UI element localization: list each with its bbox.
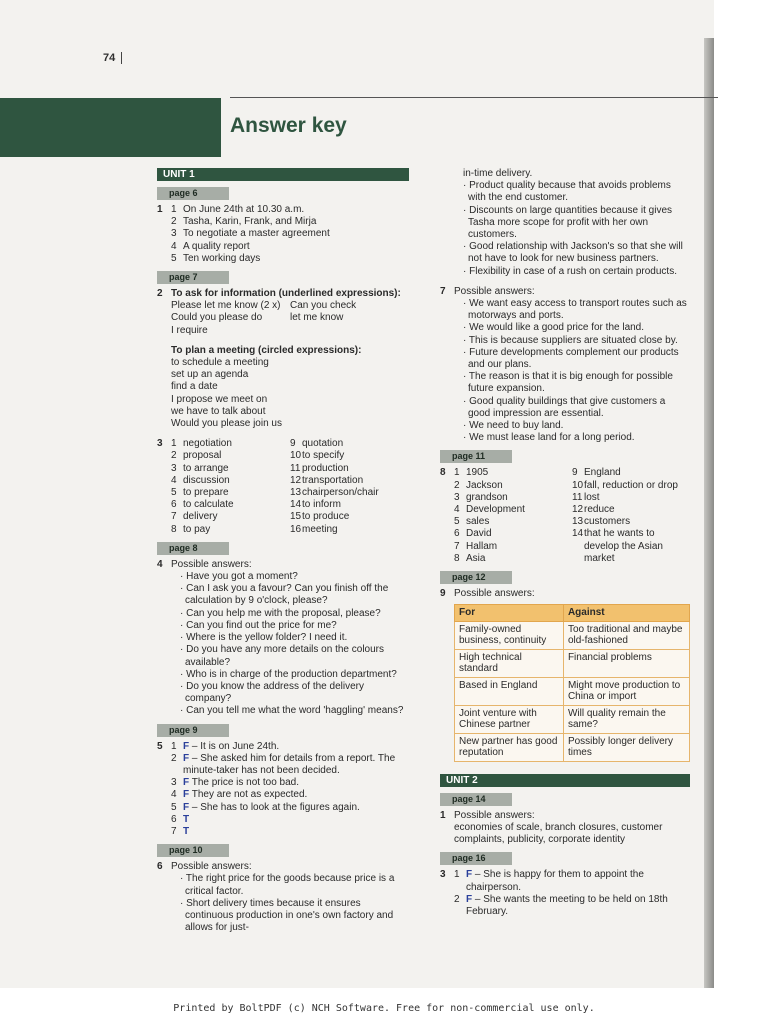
list-item [171, 450, 290, 462]
item-text: F – She wants the meeting to be held on 18th February. [466, 893, 668, 918]
page-label: page 14 [440, 793, 512, 806]
list-item: · The reason is that it is big enough for possible future expansion. [463, 371, 673, 395]
page-label: page 8 [157, 542, 229, 555]
list-item: we have to talk about [171, 405, 266, 417]
exercise-heading: Possible answers: [454, 588, 535, 600]
list-item: I propose we meet on [171, 393, 268, 405]
exercise-7: 7 Possible answers: · We want easy access to transport routes such as motorways and ports. · We would like a good price for the land. · This is because suppliers are situated close by. · Future developments complement our products and our plans. · The reason is that it is big enough for possible future expansion. · Good quality buildings that give customers a good impression are essential. · We need to buy land. · We must lease land for a long period. [440, 286, 690, 445]
item-text: to pay [183, 523, 211, 535]
item-text: meeting [302, 523, 338, 535]
item-text: On June 24th at 10.30 a.m. [183, 204, 305, 215]
item-number: 3 [171, 462, 177, 474]
item-number: 6 [171, 813, 177, 825]
list-item: · Product quality because that avoids problems with the end customer. [463, 180, 671, 204]
item-text: to calculate [183, 499, 234, 511]
list-item [171, 487, 290, 499]
list-item: · We must lease land for a long period. [463, 432, 635, 444]
list-item: · Where is the yellow folder? I need it. [180, 632, 348, 644]
item-text: Development [466, 504, 525, 516]
exercise-8: 8 1 1905 2 Jackson 3 grandson 4 Development 5 sales 6 David 7 Hallam 8 Asia 9 England 10 fall, reduction or drop 11 lost 12 reduce 13 customers 14 that he wants to develop the Asian market [440, 467, 690, 565]
exercise-heading: Possible answers: [171, 558, 252, 570]
unit-heading: UNIT 2 [440, 774, 690, 787]
expression-list [171, 357, 409, 430]
exercise-1: 1 1 On June 24th at 10.30 a.m. 2 Tasha, Karin, Frank, and Mirja 3 To negotiate a master agreement 4 A quality report 5 Ten working days [157, 204, 409, 265]
table-header: For [455, 605, 564, 622]
item-text: F – She asked him for details from a report. The minute-taker has not been decided. [183, 752, 396, 776]
list-item [454, 516, 572, 528]
list-item [290, 475, 409, 487]
item-text: Hallam [466, 540, 498, 552]
list-item: to schedule a meeting [171, 357, 269, 369]
list-item: · Do you know the address of the delivery company? [180, 680, 364, 705]
exercise-heading: Possible answers: [171, 861, 252, 873]
exercise-heading: To ask for information (underlined expressions): [171, 288, 401, 300]
item-text: To negotiate a master agreement [183, 228, 330, 240]
item-number: 8 [454, 552, 460, 564]
item-number: 11 [290, 462, 301, 474]
item-number: 4 [171, 474, 177, 486]
list-item [454, 467, 572, 479]
table-cell: Too traditional and maybe old-fashioned [563, 621, 689, 649]
item-number: 7 [171, 825, 177, 837]
item-text: production [302, 462, 349, 474]
item-number: 2 [454, 479, 460, 491]
list-item: · Future developments complement our products and our plans. [463, 346, 679, 371]
table-header: Against [563, 605, 689, 622]
list-item [171, 753, 409, 777]
list-item: · We need to buy land. [463, 420, 564, 432]
table-cell: Will quality remain the same? [563, 705, 689, 733]
item-number: 5 [454, 516, 460, 528]
item-text: F They are not as expected. [183, 789, 308, 801]
item-text: reduce [584, 504, 615, 516]
pdf-footer: Printed by BoltPDF (c) NCH Software. Free for non-commercial use only. [173, 1003, 595, 1014]
item-text: F – She is happy for them to appoint the chairperson. [466, 869, 644, 893]
header-rule [230, 97, 718, 98]
item-number: 13 [572, 516, 584, 528]
item-number: 9 [572, 467, 578, 479]
item-number: 3 [171, 228, 177, 240]
exercise-6-continued [440, 168, 690, 278]
list-item [454, 480, 572, 492]
list-item [171, 814, 409, 826]
table-cell: Joint venture with Chinese partner [455, 705, 564, 733]
true-false-mark: F [183, 752, 190, 764]
exercise-9: 9 Possible answers: [440, 588, 690, 600]
item-number: 16 [290, 523, 302, 535]
list-item [454, 869, 690, 893]
item-number: 3 [454, 491, 460, 503]
item-text: David [466, 528, 492, 540]
list-item: Can you check [290, 300, 357, 312]
item-text: F The price is not too bad. [183, 777, 299, 789]
exercise-3-unit2: 3 1 F – She is happy for them to appoint the chairperson. 2 F – She wants the meeting to be held on 18th February. [440, 869, 690, 918]
item-text: Asia [466, 552, 486, 564]
item-number: 3 [171, 777, 177, 789]
item-number: 4 [171, 240, 177, 252]
list-item [454, 553, 572, 565]
item-number: 4 [454, 504, 460, 516]
true-false-mark: F [466, 893, 473, 905]
exercise-5: 5 1 F – It is on June 24th. 2 F – She asked him for details from a report. The minute-taker has not been decided. 3 F The price is not too bad. 4 F They are not as expected. 5 F – She has to look at the figures again. 6 T 7 T [157, 741, 409, 839]
list-item: find a date [171, 381, 218, 393]
page-label: page 7 [157, 271, 229, 284]
item-number: 1 [171, 438, 177, 450]
list-item: · Discounts on large quantities because it gives Tasha more scope for profit with her own customers. [463, 204, 673, 241]
table-row [455, 621, 690, 649]
page-label: page 10 [157, 844, 229, 857]
page-edge-shadow [704, 38, 714, 988]
item-number: 14 [572, 528, 584, 540]
true-false-mark: T [183, 825, 190, 837]
list-item [171, 777, 409, 789]
list-item [290, 438, 409, 450]
list-item: · Can I ask you a favour? Can you finish off the calculation by 9 o'clock, please? [180, 583, 389, 607]
item-text: F – It is on June 24th. [183, 740, 280, 752]
exercise-6: 6 Possible answers: · The right price for the goods because price is a critical factor. · Short delivery times because it ensures continuous production in one's own factory and allows for just- [157, 861, 409, 934]
item-number: 2 [454, 893, 460, 905]
item-number: 1 [171, 740, 177, 752]
item-text: negotiation [183, 438, 232, 450]
page-title: Answer key [230, 114, 347, 137]
list-item [171, 475, 290, 487]
item-text: Jackson [466, 479, 503, 491]
item-text: England [584, 467, 621, 479]
unit-heading: UNIT 1 [157, 168, 409, 181]
list-item [171, 216, 409, 228]
list-item [171, 204, 409, 216]
list-item [171, 802, 409, 814]
item-number: 15 [290, 511, 302, 523]
list-item [290, 499, 409, 511]
item-text: chairperson/chair [302, 487, 379, 499]
list-item [290, 524, 409, 536]
true-false-mark: T [183, 813, 190, 825]
item-number: 7 [454, 540, 460, 552]
item-number: 4 [171, 789, 177, 801]
item-number: 2 [171, 216, 177, 228]
list-item [572, 504, 690, 516]
item-number: 1 [454, 467, 460, 479]
exercise-4: 4 Possible answers: · Have you got a moment? · Can I ask you a favour? Can you finish off the calculation by 9 o'clock, please? · Can you help me with the proposal, please? · Can you find out the price for me? · Where is the yellow folder? I need it. · Do you have any more details on the colours available? · Who is in charge of the production department? · Do you know the address of the delivery company? · Can you tell me what the word 'haggling' means? [157, 559, 409, 718]
exercise-3: 3 1 negotiation 2 proposal 3 to arrange 4 discussion 5 to prepare 6 to calculate 7 delivery 8 to pay 9 quotation 10 to specify 11 production 12 transportation 13 chairperson/chair 14 to inform 15 to produce 16 meeting [157, 438, 409, 536]
item-text: discussion [183, 474, 230, 486]
answer-list [171, 204, 409, 265]
item-text: grandson [466, 491, 508, 503]
item-number: 7 [171, 511, 177, 523]
table-cell: Possibly longer delivery times [563, 733, 689, 761]
true-false-mark: F [183, 740, 190, 752]
table-row [455, 677, 690, 705]
table-row [455, 733, 690, 761]
list-item [171, 524, 290, 536]
list-item: set up an agenda [171, 369, 249, 381]
list-item [171, 253, 409, 265]
list-item: · Can you help me with the proposal, please? [180, 607, 381, 619]
item-text [183, 814, 409, 826]
expression-columns [171, 300, 409, 337]
right-column [440, 168, 690, 918]
list-item: · Who is in charge of the production department? [180, 668, 397, 680]
item-text: 1905 [466, 467, 489, 479]
list-item: Could you please do [171, 312, 263, 324]
item-number: 9 [290, 438, 296, 450]
item-text: sales [466, 516, 490, 528]
list-item [171, 228, 409, 240]
list-item: · Flexibility in case of a rush on certain products. [463, 265, 677, 277]
item-number: 5 [171, 487, 177, 499]
list-item [454, 528, 572, 540]
table-cell: New partner has good reputation [455, 733, 564, 761]
page-number: 74 [103, 52, 122, 64]
item-text [183, 826, 409, 838]
header-banner [0, 98, 221, 157]
list-item [454, 504, 572, 516]
item-number: 2 [171, 450, 177, 462]
list-item: · We would like a good price for the land. [463, 322, 645, 334]
list-item [290, 463, 409, 475]
item-number: 10 [572, 479, 584, 491]
list-item: Would you please join us [171, 418, 282, 430]
item-text: Tasha, Karin, Frank, and Mirja [183, 216, 317, 228]
item-text: quotation [302, 438, 344, 450]
list-item [572, 516, 690, 528]
table-cell: Based in England [455, 677, 564, 705]
list-item: let me know [290, 312, 344, 324]
list-item [171, 241, 409, 253]
item-text: that he wants to develop the Asian market [584, 528, 663, 564]
for-against-table [454, 604, 690, 762]
exercise-heading: Possible answers: [454, 809, 535, 821]
item-text: proposal [183, 450, 222, 462]
item-number: 1 [171, 204, 177, 215]
item-text: to produce [302, 511, 350, 523]
list-item: · Do you have any more details on the colours available? [180, 644, 384, 668]
left-column [157, 168, 409, 934]
exercise-heading: To plan a meeting (circled expressions): [171, 344, 362, 356]
list-item: I require [171, 324, 208, 336]
item-number: 14 [290, 499, 302, 511]
list-item [290, 450, 409, 462]
list-item: · Can you tell me what the word 'haggling' means? [180, 705, 404, 717]
true-false-mark: F [183, 777, 190, 789]
list-item [454, 492, 572, 504]
exercise-heading: Possible answers: [454, 285, 535, 297]
item-text: A quality report [183, 240, 250, 252]
list-item [290, 511, 409, 523]
list-item: · Short delivery times because it ensures continuous production in one's own factory and allows for just- [180, 897, 394, 934]
table-row [455, 705, 690, 733]
item-text: Ten working days [183, 252, 261, 264]
list-item [290, 487, 409, 499]
item-number: 5 [171, 252, 177, 264]
list-item: · We want easy access to transport routes such as motorways and ports. [463, 298, 687, 322]
page-label: page 16 [440, 852, 512, 865]
item-text: fall, reduction or drop [584, 479, 678, 491]
item-text: to arrange [183, 462, 229, 474]
list-item: in-time delivery. [463, 168, 533, 179]
table-cell: Might move production to China or import [563, 677, 689, 705]
list-item [171, 826, 409, 838]
table-row [455, 649, 690, 677]
list-item [454, 541, 572, 553]
list-item: · The right price for the goods because price is a critical factor. [180, 873, 395, 897]
table-cell: Financial problems [563, 649, 689, 677]
true-false-mark: F [183, 801, 190, 813]
table-cell: Family-owned business, continuity [455, 621, 564, 649]
list-item: · Can you find out the price for me? [180, 619, 337, 631]
item-number: 1 [454, 869, 460, 881]
item-text: F – She has to look at the figures again. [183, 801, 360, 813]
list-item: · Good relationship with Jackson's so that she will not have to look for new business partners. [463, 241, 683, 265]
exercise-2: 2 To ask for information (underlined expressions): Please let me know (2 x) Could you please do I require Can you check let me know To plan a meeting (circled expressions): to schedule a meeting set up an agenda find a date I propose we meet on we have to talk about Would you please join us [157, 288, 409, 430]
list-item [572, 480, 690, 492]
list-item [171, 741, 409, 753]
item-text: to specify [302, 450, 345, 462]
item-number: 5 [171, 801, 177, 813]
list-item [171, 511, 290, 523]
answer-text: economies of scale, branch closures, customer complaints, publicity, corporate identity [454, 822, 663, 846]
item-number: 11 [572, 491, 583, 503]
item-number: 10 [290, 450, 302, 462]
table-cell: High technical standard [455, 649, 564, 677]
list-item [171, 438, 290, 450]
item-text: customers [584, 516, 631, 528]
item-number: 2 [171, 752, 177, 764]
item-text: to inform [302, 499, 341, 511]
item-number: 8 [171, 523, 177, 535]
list-item: Please let me know (2 x) [171, 300, 281, 312]
item-number: 6 [171, 499, 177, 511]
list-item [171, 789, 409, 801]
item-number: 13 [290, 487, 302, 499]
page-label: page 11 [440, 450, 512, 463]
list-item [572, 467, 690, 479]
item-text: transportation [302, 474, 364, 486]
true-false-mark: F [183, 789, 190, 801]
item-text: delivery [183, 511, 218, 523]
list-item: · This is because suppliers are situated close by. [463, 334, 678, 346]
list-item [572, 492, 690, 504]
list-item [171, 499, 290, 511]
item-number: 12 [290, 474, 302, 486]
item-number: 6 [454, 528, 460, 540]
item-text: lost [584, 491, 600, 503]
list-item: · Good quality buildings that give customers a good impression are essential. [463, 395, 666, 419]
page-label: page 12 [440, 571, 512, 584]
true-false-mark: F [466, 869, 473, 881]
page-label: page 6 [157, 187, 229, 200]
item-number: 12 [572, 504, 584, 516]
exercise-1-unit2: 1 Possible answers: economies of scale, branch closures, customer complaints, publicity, corporate identity [440, 810, 690, 847]
list-item [454, 894, 690, 918]
list-item [171, 463, 290, 475]
list-item [572, 528, 690, 565]
item-text: to prepare [183, 487, 229, 499]
page-label: page 9 [157, 724, 229, 737]
list-item: · Have you got a moment? [180, 571, 298, 583]
